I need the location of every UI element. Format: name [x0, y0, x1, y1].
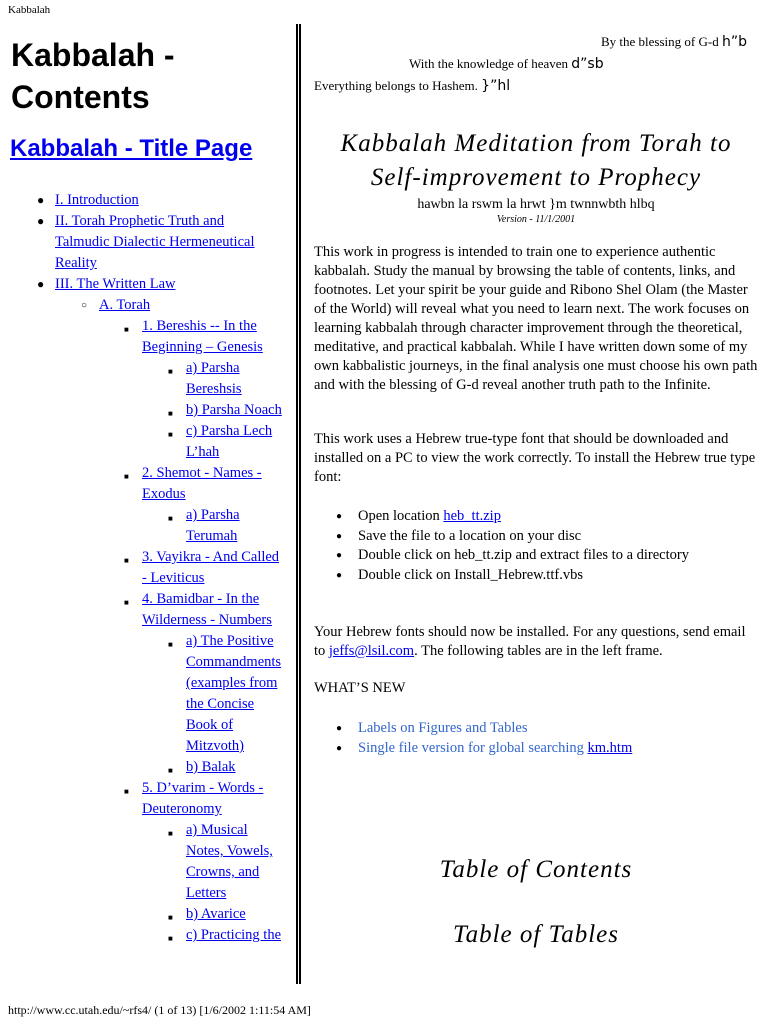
toc-item-bamidbar-a [168, 631, 288, 757]
toc-item-bereshis-c [168, 421, 288, 463]
toc-link-shemot-a[interactable]: a) Parsha Terumah [186, 507, 240, 544]
square-bullet-icon: ■ [124, 787, 129, 796]
toc-link-bereshis-a[interactable]: a) Parsha Bereshsis [186, 360, 242, 397]
square-bullet-icon: ■ [168, 409, 173, 418]
square-bullet-icon: ■ [124, 325, 129, 334]
toc-link-torah-prophetic[interactable]: II. Torah Prophetic Truth and Talmudic Dialectic Hermeneutical Reality [55, 213, 255, 271]
toc-item-dvarim-b [168, 904, 288, 925]
square-bullet-icon: ■ [124, 556, 129, 565]
disc-bullet-icon: ● [37, 193, 45, 207]
disc-bullet-icon: ● [37, 214, 45, 228]
toc-link-bereshis-c[interactable]: c) Parsha Lech L’hah [186, 423, 273, 460]
news-item-single-file [334, 739, 632, 759]
title-page-link[interactable]: Kabbalah - Title Page [10, 135, 253, 162]
table-of-contents-nav [0, 190, 296, 946]
toc-link-bamidbar-a[interactable]: a) The Positive Commandments (examples from the Concise Book of Mitzvoth) [186, 633, 282, 754]
toc-link-introduction[interactable]: I. Introduction [55, 192, 139, 208]
installed-paragraph [314, 623, 758, 661]
toc-item-dvarim-c [168, 925, 288, 946]
toc-item-bereshis-a [168, 358, 288, 400]
news-item-1-text: Labels on Figures and Tables [358, 720, 528, 736]
toc-item-shemot [124, 463, 282, 547]
square-bullet-icon: ■ [168, 367, 173, 376]
disc-bullet-icon: ● [37, 277, 45, 291]
toc-item-shemot-a [168, 505, 288, 547]
install-step-1-text: Open location [358, 508, 440, 524]
version-label: Version - 11/1/2001 [496, 214, 576, 225]
install-step-1 [334, 507, 689, 527]
install-steps-list [334, 507, 689, 585]
contents-title-line1: Kabbalah - [11, 37, 175, 73]
toc-link-written-law[interactable]: III. The Written Law [55, 276, 176, 292]
document-title-line2: Self-improvement to Prophecy [370, 164, 702, 191]
toc-item-torah [81, 295, 282, 946]
blessing-1-text: By the blessing of G-d [601, 34, 719, 49]
intro-paragraph: This work in progress is intended to train one to experience authentic kabbalah. Study the manual by browsing the table of contents, links, and footnotes. Let your spirit be your guide and Ribono Shel Olam (the Master of the World) will reveal what you need to learn next. The work focuses on learning kabbalah through character improvement through the theoretical, meditative, and practical kabbalah. While I have written down some of my own kabbalistic journeys, in the final analysis one must choose his own path and with the blessing of G-d reveal another truth path to the Infinite. [314, 244, 758, 393]
frame-divider[interactable] [296, 24, 301, 984]
toc-link-torah[interactable]: A. Torah [99, 297, 151, 313]
blessing-2-text: With the knowledge of heaven [409, 56, 569, 71]
print-footer: http://www.cc.utah.edu/~rfs4/ (1 of 13) [1/6/2002 1:11:54 AM] [8, 1003, 311, 1017]
font-install-paragraph: This work uses a Hebrew true-type font that should be downloaded and installed on a PC to view the work correctly. To install the Hebrew true type font: [314, 431, 756, 485]
blessing-3-text: Everything belongs to Hashem. [314, 78, 478, 93]
blessing-line-1 [601, 34, 747, 50]
toc-item-bamidbar [124, 589, 282, 778]
table-of-tables-heading: Table of Tables [453, 921, 619, 948]
square-bullet-icon: ■ [168, 766, 173, 775]
toc-item-torah-prophetic [37, 211, 280, 274]
blessing-line-3 [314, 78, 510, 94]
toc-item-bamidbar-b [168, 757, 288, 778]
toc-link-bamidbar[interactable]: 4. Bamidbar - In the Wilderness - Numbers [142, 591, 272, 628]
email-link[interactable]: jeffs@lsil.com [328, 643, 415, 659]
contents-title-line2: Contents [11, 79, 150, 115]
toc-item-bereshis-b [168, 400, 288, 421]
contents-frame [0, 24, 296, 982]
square-bullet-icon: ■ [168, 514, 173, 523]
square-bullet-icon: ■ [168, 640, 173, 649]
km-htm-link[interactable]: km.htm [587, 739, 633, 756]
toc-link-shemot[interactable]: 2. Shemot - Names - Exodus [142, 465, 262, 502]
table-of-contents-heading: Table of Contents [439, 856, 633, 883]
square-bullet-icon: ■ [168, 913, 173, 922]
installed-text-before: Your Hebrew fonts should now be installed. For any questions, send email to [314, 624, 746, 659]
square-bullet-icon: ■ [168, 829, 173, 838]
document-title [314, 127, 758, 195]
whats-new-label: WHAT’S NEW [314, 680, 406, 696]
installed-text-after: . The following tables are in the left frame. [414, 643, 663, 659]
contents-title [11, 34, 175, 118]
install-step-2: ● Save the file to a location on your disc [334, 527, 689, 547]
toc-link-bamidbar-b[interactable]: b) Balak [186, 759, 236, 775]
toc-item-dvarim-a [168, 820, 288, 904]
toc-link-vayikra[interactable]: 3. Vayikra - And Called - Leviticus [142, 549, 280, 586]
toc-link-dvarim-a[interactable]: a) Musical Notes, Vowels, Crowns, and Letters [186, 822, 273, 901]
square-bullet-icon: ■ [168, 430, 173, 439]
toc-link-dvarim-b[interactable]: b) Avarice [186, 906, 246, 922]
toc-link-dvarim-c[interactable]: c) Practicing the [186, 927, 282, 943]
install-step-3: ● Double click on heb_tt.zip and extract files to a directory [334, 546, 689, 566]
square-bullet-icon: ■ [124, 598, 129, 607]
blessing-2-hebrew: d”sb [571, 56, 604, 72]
blessing-3-hebrew: }”hl [481, 78, 511, 94]
toc-item-written-law [37, 274, 282, 946]
whats-new-list [334, 719, 632, 758]
blessing-1-hebrew: h”b [721, 34, 747, 50]
heb-tt-zip-link[interactable]: heb_tt.zip [443, 508, 501, 524]
toc-link-bereshis-b[interactable]: b) Parsha Noach [186, 402, 282, 418]
toc-item-introduction [37, 190, 280, 211]
toc-item-vayikra [124, 547, 282, 589]
toc-link-dvarim[interactable]: 5. D’varim - Words - Deuteronomy [142, 780, 264, 817]
news-item-labels [334, 719, 632, 739]
hebrew-subtitle: hawbn la rswm la hrwt }m twnnwbth hlbq [417, 197, 655, 212]
news-item-2-text: Single file version for global searching [358, 739, 584, 756]
toc-item-dvarim [124, 778, 282, 946]
install-step-4: ● Double click on Install_Hebrew.ttf.vbs [334, 566, 689, 586]
square-bullet-icon: ■ [168, 934, 173, 943]
toc-item-bereshis [124, 316, 282, 463]
print-header: Kabbalah [8, 4, 51, 16]
toc-link-bereshis[interactable]: 1. Bereshis -- In the Beginning – Genesis [142, 318, 263, 355]
square-bullet-icon: ■ [124, 472, 129, 481]
blessing-line-2 [409, 56, 604, 72]
circle-bullet-icon: ○ [81, 300, 88, 311]
document-title-line1: Kabbalah Meditation from Torah to [340, 130, 732, 157]
